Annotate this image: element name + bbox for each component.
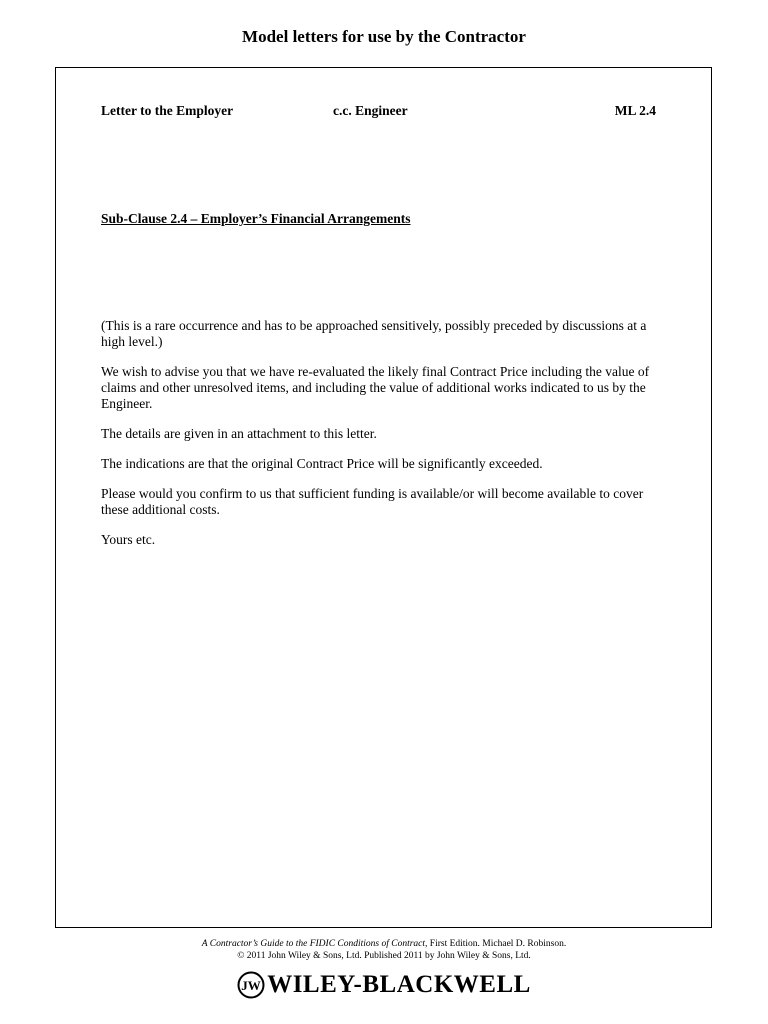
subclause-heading: Sub-Clause 2.4 – Employer’s Financial Arrangements [101,211,411,226]
publisher-logo [0,968,768,1002]
paragraph-request: Please would you confirm to us that sufficient funding is available/or will become available to cover these additional costs. [101,486,644,517]
footer-book-title: A Contractor’s Guide to the FIDIC Conditions of Contract, [201,939,428,949]
paragraph-details: The details are given in an attachment to this letter. [101,426,377,441]
paragraph-signoff: Yours etc. [101,532,156,547]
paragraph-note: (This is a rare occurrence and has to be approached sensitively, possibly preceded by discussions at a high level.) [101,318,647,349]
wiley-mark-icon [237,971,265,999]
cc-label: c.c. Engineer [333,103,408,118]
letter-code: ML 2.4 [614,103,656,118]
logo-mark-text: JW [241,978,261,993]
page-title: Model letters for use by the Contractor [242,27,526,46]
letter-body [101,318,671,562]
recipient-label: Letter to the Employer [101,103,234,118]
footer-citation [0,938,768,950]
footer-edition: First Edition. Michael D. Robinson. [427,939,567,949]
paragraph-indications: The indications are that the original Contract Price will be significantly exceeded. [101,456,543,471]
publisher-name: WILEY-BLACKWELL [267,971,531,998]
paragraph-advice: We wish to advise you that we have re-evaluated the likely final Contract Price including the value of claims and other unresolved items, and including the value of additional works indicated to us by the Engineer. [101,364,650,411]
footer-copyright: © 2011 John Wiley & Sons, Ltd. Published 2011 by John Wiley & Sons, Ltd. [237,951,531,961]
letter-header [101,102,656,120]
